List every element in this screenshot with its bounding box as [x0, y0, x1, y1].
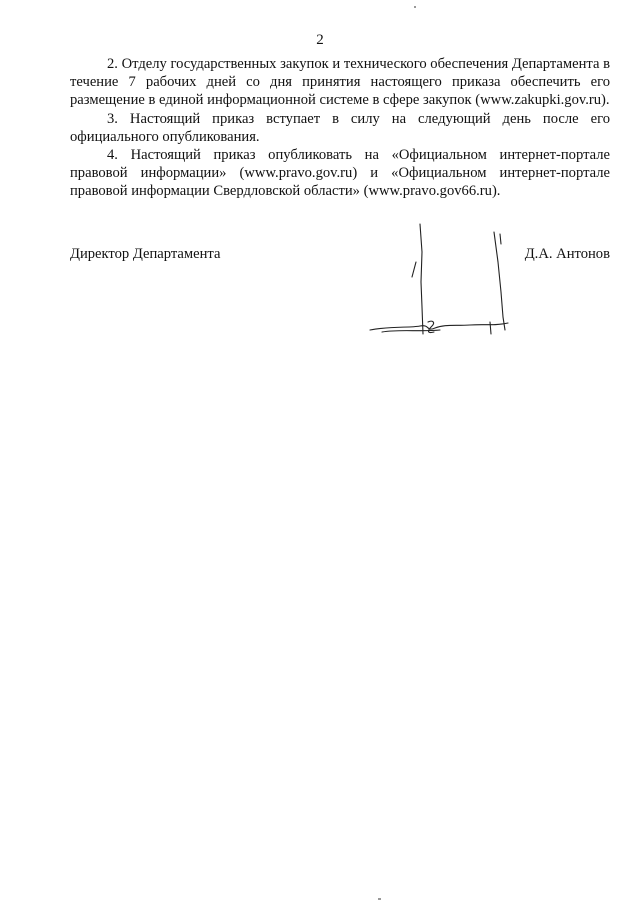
- paragraph-4: 4. Настоящий приказ опубликовать на «Официальном интернет-портале правовой информации» (www.pravo.gov.ru) и «Официальном интернет-портале правовой информации Свердловской области» (www.pravo.gov66.ru).: [70, 147, 610, 200]
- scan-speck: [414, 6, 416, 8]
- handwritten-signature: [360, 222, 530, 342]
- paragraph-2: 2. Отделу государственных закупок и технического обеспечения Департамента в течение 7 рабочих дней со дня принятия настоящего приказа обеспечить его размещение в единой информационной системе в сфере закупок (www.zakupki.gov.ru).: [70, 56, 610, 109]
- signatory-name: Д.А. Антонов: [524, 246, 610, 262]
- signatory-title: Директор Департамента: [70, 246, 221, 262]
- page-number: 2: [316, 32, 324, 48]
- paragraph-3: 3. Настоящий приказ вступает в силу на следующий день после его официального опубликования.: [70, 110, 610, 145]
- order-body: [70, 55, 610, 201]
- scan-speck: [378, 898, 381, 900]
